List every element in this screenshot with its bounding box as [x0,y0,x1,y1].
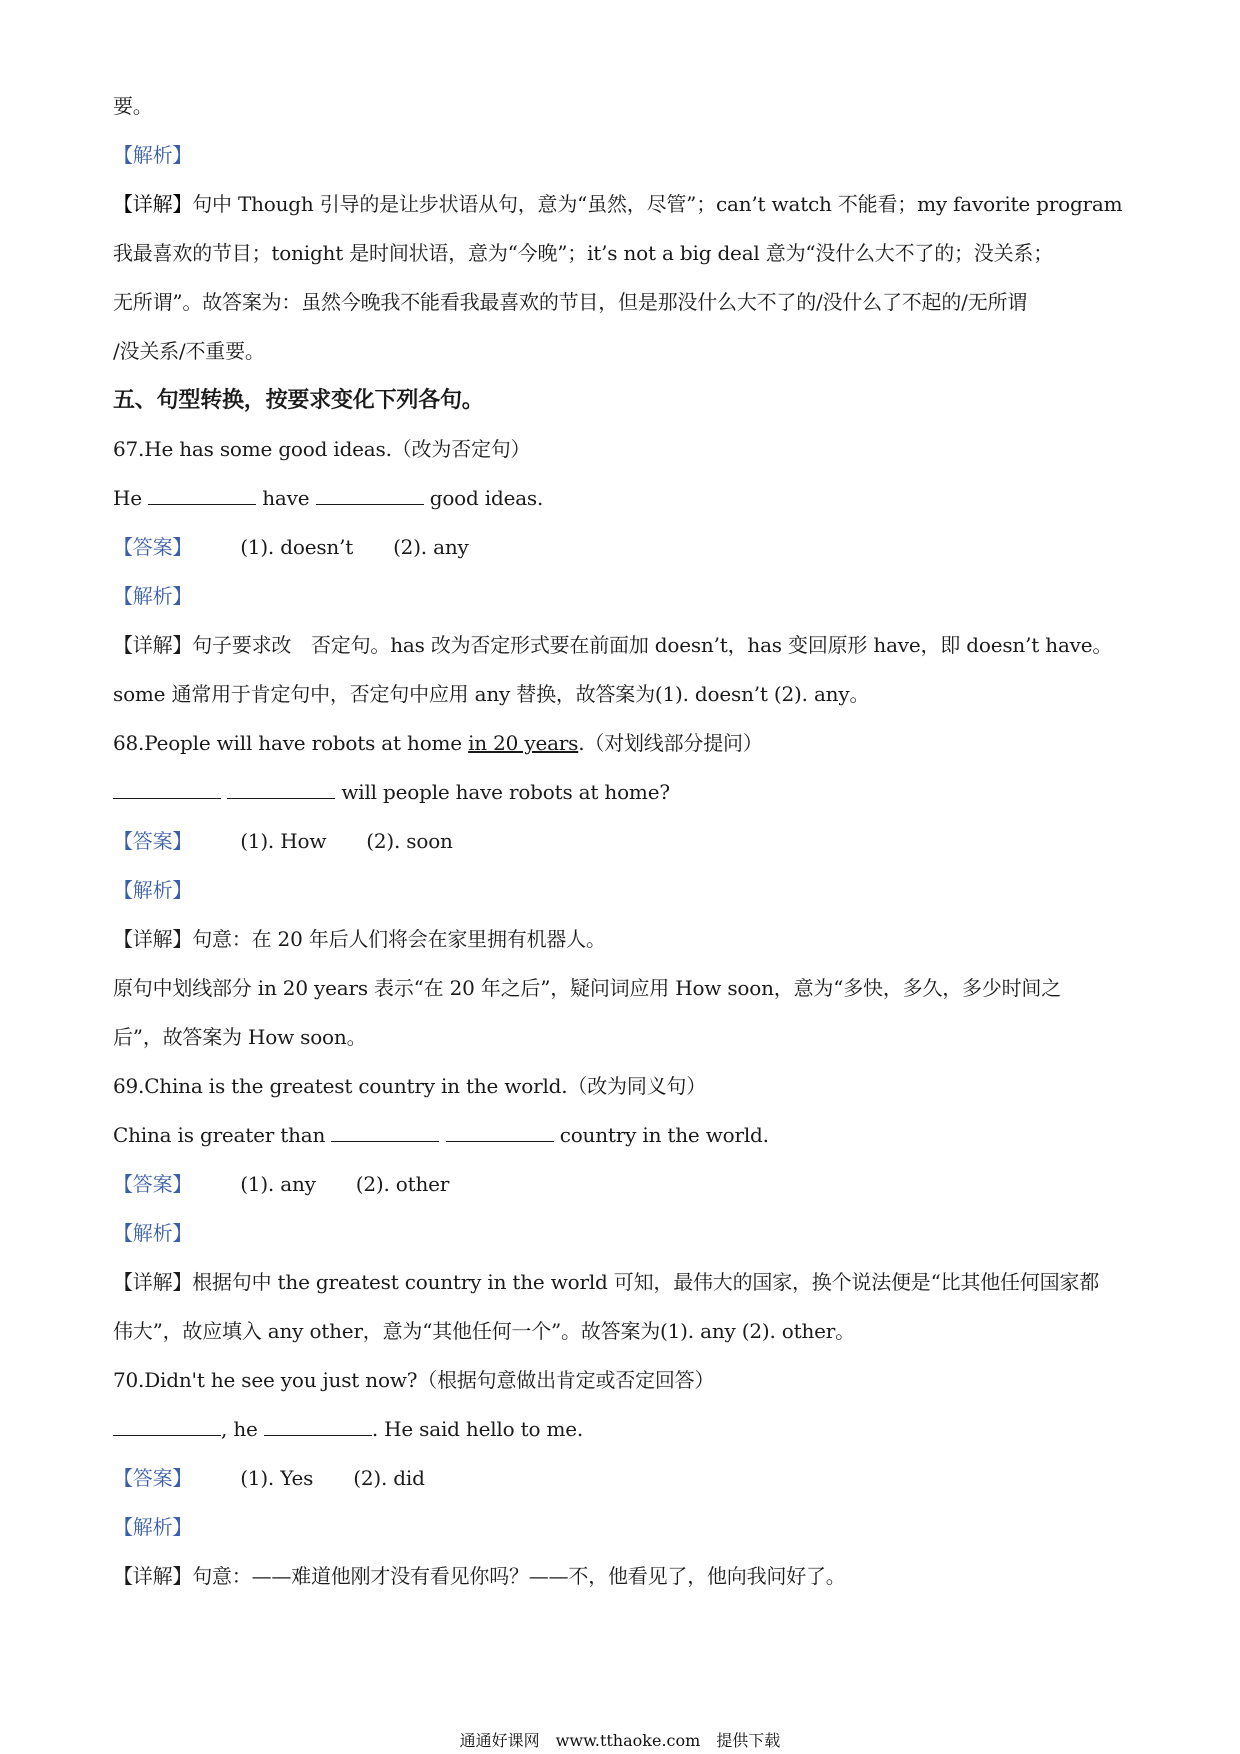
answer-blank [446,1121,554,1142]
text-line [113,190,1133,239]
answer-1: (1). Yes [240,1466,314,1490]
answer-blank [148,484,256,505]
detail-tag: 【详解】 [113,927,193,951]
answer-blank [227,778,335,799]
analysis-tag [113,141,1133,190]
answer-67 [113,533,1133,582]
answer-68 [113,827,1133,876]
text: good ideas. [429,486,544,510]
text-line: 原句中划线部分 in 20 years 表示“在 20 年之后”，疑问词应用 How soon，意为“多快，多久，多少时间之 [113,976,1062,1000]
text: He [113,486,142,510]
tag-label: 【解析】 [113,1221,193,1245]
detail-tag: 【详解】 [113,1270,193,1294]
detail-68 [113,925,1133,974]
text: will people have robots at home? [341,780,670,804]
text-line: some 通常用于肯定句中，否定句中应用 any 替换，故答案为(1). doesn’t (2). any。 [113,682,870,706]
answer-2: (2). other [355,1172,450,1196]
detail-69 [113,1268,1133,1317]
text: country in the world. [559,1123,769,1147]
answer-blank [113,1415,221,1436]
tag-label: 【解析】 [113,1515,193,1539]
question-70-fill [113,1415,1133,1464]
detail-text: 句子要求改 否定句。has 改为否定形式要在前面加 doesn’t，has 变回原形 have，即 doesn’t have。 [192,633,1113,657]
tag-label: 【解析】 [113,143,193,167]
document-page [113,92,1133,1611]
detail-text: 句意：在 20 年后人们将会在家里拥有机器人。 [192,927,606,951]
answer-69 [113,1170,1133,1219]
answer-2: (2). did [353,1466,425,1490]
analysis-tag [113,1513,1133,1562]
answer-1: (1). any [240,1172,316,1196]
question-68-fill [113,778,1133,827]
text-line: 无所谓”。故答案为：虽然今晚我不能看我最喜欢的节目，但是那没什么大不了的/没什么了不起的/无所谓 [113,290,1028,314]
question-70: 70.Didn't he see you just now?（根据句意做出肯定或否定回答） [113,1368,715,1392]
answer-tag: 【答案】 [113,535,193,559]
text-line: 我最喜欢的节目；tonight 是时间状语，意为“今晚”；it’s not a big deal 意为“没什么大不了的；没关系； [113,241,1053,265]
text: .（对划线部分提问） [578,731,763,755]
answer-tag: 【答案】 [113,1466,193,1490]
question-69-fill [113,1121,1133,1170]
tag-label: 【解析】 [113,584,193,608]
question-69: 69.China is the greatest country in the world.（改为同义句） [113,1074,707,1098]
detail-67 [113,631,1133,680]
underlined-part: in 20 years [468,731,579,755]
text: have [262,486,310,510]
answer-blank [113,778,221,799]
text-line: /没关系/不重要。 [113,339,265,363]
answer-1: (1). doesn’t [240,535,354,559]
analysis-tag [113,876,1133,925]
detail-tag: 【详解】 [113,633,193,657]
text: . He said hello to me. [371,1417,584,1441]
detail-tag: 【详解】 [113,1564,193,1588]
text-line: 伟大”，故应填入 any other，意为“其他任何一个”。故答案为(1). any (2). other。 [113,1319,855,1343]
text: , he [221,1417,258,1441]
question-68 [113,729,1133,778]
detail-text: 句中 Though 引导的是让步状语从句，意为“虽然，尽管”；can’t watch 不能看；my favorite program [192,192,1123,216]
answer-blank [264,1415,372,1436]
answer-tag: 【答案】 [113,1172,193,1196]
page-footer: 通通好课网 www.tthaoke.com 提供下载 [459,1731,781,1750]
answer-2: (2). soon [366,829,453,853]
detail-text: 句意：——难道他刚才没有看见你吗？——不，他看见了，他向我问好了。 [192,1564,846,1588]
detail-tag: 【详解】 [113,192,193,216]
question-67-fill [113,484,1133,533]
analysis-tag [113,582,1133,631]
answer-70 [113,1464,1133,1513]
text: 68.People will have robots at home [113,731,469,755]
answer-blank [316,484,424,505]
answer-1: (1). How [240,829,327,853]
section-title: 五、句型转换，按要求变化下列各句。 [113,387,484,413]
answer-blank [331,1121,439,1142]
tag-label: 【解析】 [113,878,193,902]
answer-tag: 【答案】 [113,829,193,853]
question-67: 67.He has some good ideas.（改为否定句） [113,437,531,461]
text-line: 后”，故答案为 How soon。 [113,1025,367,1049]
text-line: 要。 [113,94,153,118]
analysis-tag [113,1219,1133,1268]
text: China is greater than [113,1123,326,1147]
detail-70 [113,1562,1133,1611]
answer-2: (2). any [393,535,469,559]
detail-text: 根据句中 the greatest country in the world 可知，最伟大的国家，换个说法便是“比其他任何国家都 [192,1270,1100,1294]
